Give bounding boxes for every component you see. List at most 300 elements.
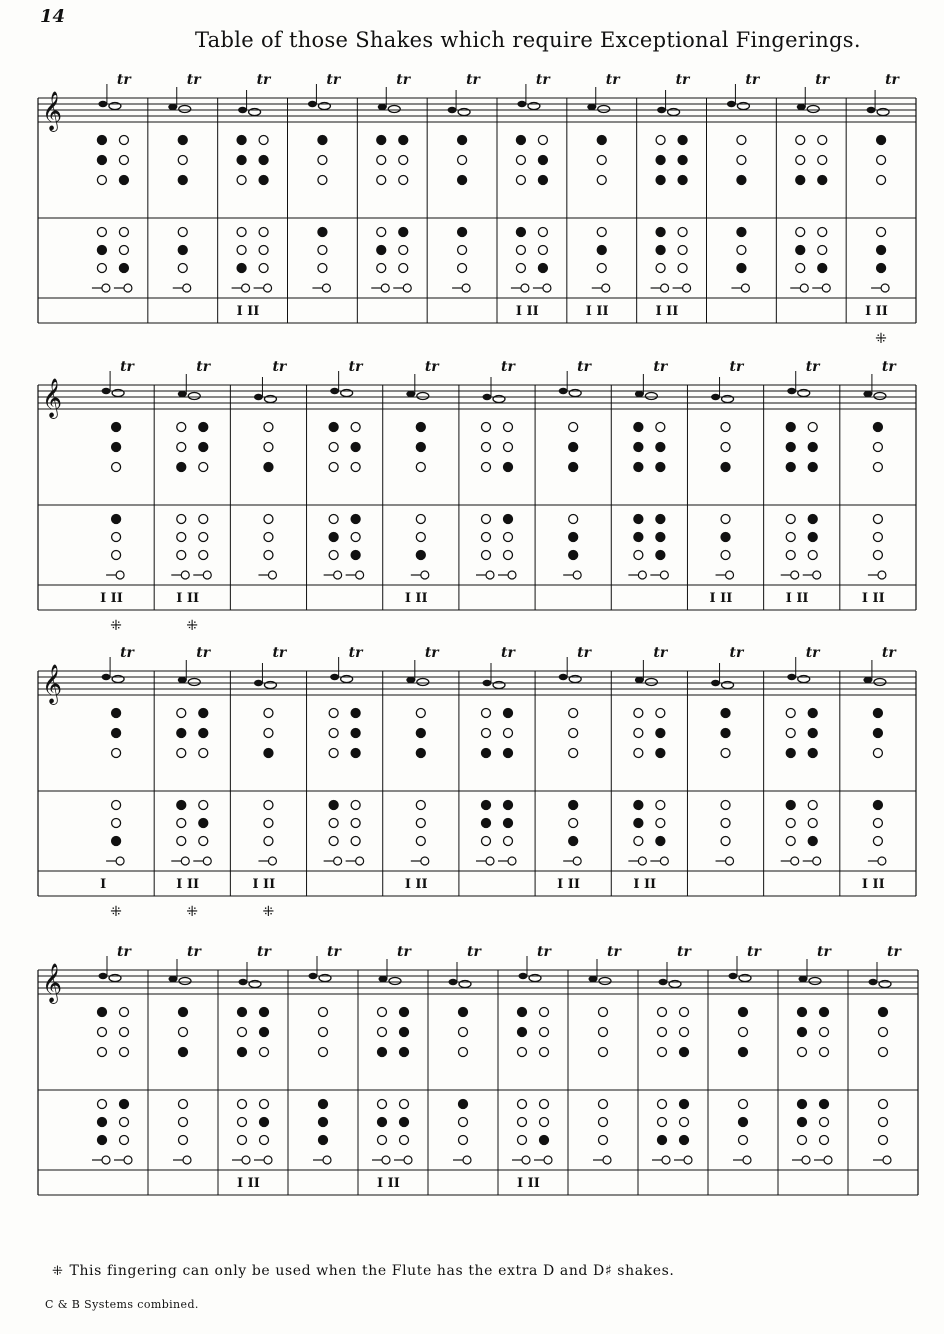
open-hole xyxy=(879,1136,888,1145)
trill-mark: tr xyxy=(501,645,515,661)
open-hole xyxy=(119,228,128,237)
fingering-system-2 xyxy=(38,350,916,650)
open-hole xyxy=(721,551,730,560)
column-label: I II xyxy=(655,304,679,319)
open-hole xyxy=(264,709,273,718)
open-hole xyxy=(238,1136,247,1145)
key-lever xyxy=(603,1156,611,1164)
key-lever xyxy=(116,571,124,579)
closed-hole xyxy=(416,749,425,758)
closed-hole xyxy=(656,837,665,846)
open-hole xyxy=(798,1136,807,1145)
note-head xyxy=(330,674,339,680)
closed-hole xyxy=(721,463,730,472)
open-hole xyxy=(808,801,817,810)
note-head xyxy=(863,677,872,683)
open-hole xyxy=(399,156,408,165)
closed-hole xyxy=(678,156,687,165)
closed-hole xyxy=(569,463,578,472)
trill-mark: tr xyxy=(257,944,271,960)
closed-hole xyxy=(808,729,817,738)
closed-hole xyxy=(112,729,121,738)
key-lever xyxy=(638,857,646,865)
key-lever xyxy=(381,284,389,292)
key-lever xyxy=(660,571,668,579)
trill-mark: tr xyxy=(887,944,901,960)
closed-hole xyxy=(808,837,817,846)
closed-hole xyxy=(351,709,360,718)
open-hole xyxy=(177,749,186,758)
closed-hole xyxy=(112,837,121,846)
open-hole xyxy=(351,533,360,542)
trill-mark: tr xyxy=(327,944,341,960)
trill-mark: tr xyxy=(885,72,899,88)
fingering-system-3 xyxy=(38,634,916,934)
closed-hole xyxy=(873,801,882,810)
column-label: I II xyxy=(865,304,888,319)
open-hole xyxy=(377,228,386,237)
open-hole xyxy=(351,801,360,810)
open-hole xyxy=(597,156,606,165)
key-lever xyxy=(268,571,276,579)
note-head xyxy=(711,680,720,686)
closed-hole xyxy=(259,176,268,185)
closed-hole xyxy=(400,1008,409,1017)
open-hole xyxy=(259,264,268,273)
note-head xyxy=(787,674,796,680)
closed-hole xyxy=(569,443,578,452)
key-lever xyxy=(573,857,581,865)
open-hole xyxy=(459,1028,468,1037)
closed-hole xyxy=(112,443,121,452)
closed-hole xyxy=(656,176,665,185)
note-head xyxy=(238,107,247,113)
closed-hole xyxy=(656,156,665,165)
whole-note xyxy=(598,106,610,113)
closed-hole xyxy=(399,228,408,237)
open-hole xyxy=(516,264,525,273)
open-hole xyxy=(98,1028,107,1037)
open-hole xyxy=(319,1008,328,1017)
open-hole xyxy=(264,533,273,542)
open-hole xyxy=(656,709,665,718)
open-hole xyxy=(656,801,665,810)
note-head xyxy=(799,976,808,982)
note-head xyxy=(869,979,878,985)
open-hole xyxy=(399,246,408,255)
key-lever xyxy=(508,857,516,865)
note-head xyxy=(308,101,317,107)
closed-hole xyxy=(400,1048,409,1057)
open-hole xyxy=(264,551,273,560)
closed-hole xyxy=(377,246,386,255)
closed-hole xyxy=(656,749,665,758)
key-lever xyxy=(264,284,272,292)
open-hole xyxy=(199,515,208,524)
note-head xyxy=(378,104,387,110)
closed-hole xyxy=(119,264,128,273)
open-hole xyxy=(177,837,186,846)
key-lever xyxy=(181,857,189,865)
key-lever xyxy=(878,857,886,865)
whole-note xyxy=(388,106,400,113)
closed-hole xyxy=(634,515,643,524)
open-hole xyxy=(120,1048,129,1057)
open-hole xyxy=(260,1048,269,1057)
open-hole xyxy=(329,551,338,560)
treble-clef-icon: 𝄞 xyxy=(42,378,63,418)
open-hole xyxy=(416,837,425,846)
open-hole xyxy=(199,533,208,542)
open-hole xyxy=(678,246,687,255)
open-hole xyxy=(599,1008,608,1017)
open-hole xyxy=(177,443,186,452)
closed-hole xyxy=(459,1100,468,1109)
note-head xyxy=(711,394,720,400)
note-head xyxy=(787,388,796,394)
trill-mark: tr xyxy=(501,359,515,375)
open-hole xyxy=(264,423,273,432)
open-hole xyxy=(599,1100,608,1109)
open-hole xyxy=(264,443,273,452)
open-hole xyxy=(120,1028,129,1037)
open-hole xyxy=(260,1100,269,1109)
note-head xyxy=(589,976,598,982)
open-hole xyxy=(721,515,730,524)
note-head xyxy=(406,677,415,683)
open-hole xyxy=(873,819,882,828)
column-label: I II xyxy=(176,877,200,892)
open-hole xyxy=(786,729,795,738)
star-marker: ⁜ xyxy=(262,904,275,920)
open-hole xyxy=(459,1118,468,1127)
closed-hole xyxy=(482,749,491,758)
open-hole xyxy=(112,749,121,758)
closed-hole xyxy=(377,136,386,145)
closed-hole xyxy=(98,1008,107,1017)
open-hole xyxy=(721,819,730,828)
open-hole xyxy=(416,515,425,524)
open-hole xyxy=(377,176,386,185)
trill-mark: tr xyxy=(817,944,831,960)
open-hole xyxy=(656,264,665,273)
open-hole xyxy=(482,443,491,452)
open-hole xyxy=(329,749,338,758)
whole-note xyxy=(645,679,657,686)
open-hole xyxy=(482,515,491,524)
trill-mark: tr xyxy=(577,359,592,375)
open-hole xyxy=(516,156,525,165)
open-hole xyxy=(540,1028,549,1037)
trill-mark: tr xyxy=(605,72,620,88)
closed-hole xyxy=(879,1008,888,1017)
open-hole xyxy=(504,443,513,452)
open-hole xyxy=(351,423,360,432)
closed-hole xyxy=(798,1028,807,1037)
closed-hole xyxy=(199,423,208,432)
star-marker: ⁜ xyxy=(110,618,122,634)
closed-hole xyxy=(329,533,338,542)
note-head xyxy=(635,391,644,397)
closed-hole xyxy=(319,1100,328,1109)
note-head xyxy=(379,976,388,982)
open-hole xyxy=(569,749,578,758)
open-hole xyxy=(820,1118,829,1127)
trill-mark: tr xyxy=(577,645,592,661)
key-lever xyxy=(662,1156,670,1164)
open-hole xyxy=(319,1048,328,1057)
key-lever xyxy=(573,571,581,579)
key-lever xyxy=(824,1156,832,1164)
open-hole xyxy=(721,443,730,452)
closed-hole xyxy=(504,463,513,472)
fingering-system-4 xyxy=(38,930,918,1240)
open-hole xyxy=(796,228,805,237)
closed-hole xyxy=(329,801,338,810)
key-lever xyxy=(183,284,191,292)
open-hole xyxy=(318,176,327,185)
open-hole xyxy=(634,709,643,718)
open-hole xyxy=(820,1028,829,1037)
open-hole xyxy=(879,1118,888,1127)
closed-hole xyxy=(351,443,360,452)
open-hole xyxy=(538,228,547,237)
star-marker: ⁜ xyxy=(875,331,887,347)
open-hole xyxy=(459,1136,468,1145)
closed-hole xyxy=(634,423,643,432)
key-lever xyxy=(116,857,124,865)
open-hole xyxy=(737,136,746,145)
open-hole xyxy=(540,1118,549,1127)
trill-mark: tr xyxy=(535,72,550,88)
open-hole xyxy=(808,551,817,560)
closed-hole xyxy=(416,423,425,432)
open-hole xyxy=(97,264,106,273)
closed-hole xyxy=(97,156,106,165)
closed-hole xyxy=(597,246,606,255)
open-hole xyxy=(879,1028,888,1037)
key-lever xyxy=(800,284,808,292)
closed-hole xyxy=(97,246,106,255)
closed-hole xyxy=(656,463,665,472)
trill-mark: tr xyxy=(196,645,211,661)
open-hole xyxy=(199,749,208,758)
open-hole xyxy=(178,228,187,237)
trill-mark: tr xyxy=(272,645,287,661)
open-hole xyxy=(399,176,408,185)
note-head xyxy=(254,394,263,400)
open-hole xyxy=(658,1100,667,1109)
open-hole xyxy=(739,1100,748,1109)
closed-hole xyxy=(656,551,665,560)
open-hole xyxy=(260,1136,269,1145)
key-lever xyxy=(791,857,799,865)
open-hole xyxy=(786,837,795,846)
open-hole xyxy=(569,709,578,718)
closed-hole xyxy=(264,463,273,472)
open-hole xyxy=(739,1136,748,1145)
treble-clef-icon: 𝄞 xyxy=(42,963,63,1003)
closed-hole xyxy=(400,1028,409,1037)
column-label: I II xyxy=(176,591,200,606)
open-hole xyxy=(179,1118,188,1127)
open-hole xyxy=(597,228,606,237)
closed-hole xyxy=(260,1118,269,1127)
column-label: I xyxy=(100,877,107,892)
open-hole xyxy=(516,246,525,255)
open-hole xyxy=(680,1118,689,1127)
open-hole xyxy=(259,136,268,145)
key-lever xyxy=(543,284,551,292)
open-hole xyxy=(377,156,386,165)
system-svg xyxy=(38,68,916,368)
key-lever xyxy=(102,1156,110,1164)
open-hole xyxy=(199,801,208,810)
closed-hole xyxy=(796,246,805,255)
open-hole xyxy=(458,264,467,273)
closed-hole xyxy=(329,423,338,432)
open-hole xyxy=(400,1100,409,1109)
trill-mark: tr xyxy=(116,72,131,88)
closed-hole xyxy=(112,709,121,718)
open-hole xyxy=(680,1028,689,1037)
open-hole xyxy=(818,228,827,237)
note-head xyxy=(406,391,415,397)
closed-hole xyxy=(678,176,687,185)
note-head xyxy=(483,394,492,400)
open-hole xyxy=(540,1008,549,1017)
closed-hole xyxy=(873,709,882,718)
column-label: I II xyxy=(252,877,276,892)
key-lever xyxy=(602,284,610,292)
note-head xyxy=(559,388,568,394)
open-hole xyxy=(329,729,338,738)
open-hole xyxy=(112,551,121,560)
note-head xyxy=(635,677,644,683)
open-hole xyxy=(378,1100,387,1109)
closed-hole xyxy=(319,1118,328,1127)
closed-hole xyxy=(504,801,513,810)
column-label: I II xyxy=(404,877,428,892)
key-lever xyxy=(683,284,691,292)
open-hole xyxy=(199,837,208,846)
closed-hole xyxy=(318,136,327,145)
trill-mark: tr xyxy=(677,944,691,960)
trill-mark: tr xyxy=(186,72,201,88)
closed-hole xyxy=(877,264,886,273)
footnote xyxy=(52,1263,674,1279)
open-hole xyxy=(416,801,425,810)
key-lever xyxy=(638,571,646,579)
closed-hole xyxy=(504,819,513,828)
open-hole xyxy=(399,264,408,273)
trill-mark: tr xyxy=(747,944,761,960)
open-hole xyxy=(516,176,525,185)
note-head xyxy=(169,976,178,982)
note-head xyxy=(448,107,457,113)
note-head xyxy=(449,979,458,985)
closed-hole xyxy=(540,1136,549,1145)
closed-hole xyxy=(119,176,128,185)
closed-hole xyxy=(786,749,795,758)
key-lever xyxy=(486,857,494,865)
key-lever xyxy=(183,1156,191,1164)
open-hole xyxy=(112,819,121,828)
note-head xyxy=(330,388,339,394)
column-label: I II xyxy=(557,877,580,892)
open-hole xyxy=(119,246,128,255)
open-hole xyxy=(569,729,578,738)
open-hole xyxy=(178,156,187,165)
note-head xyxy=(517,101,526,107)
note-head xyxy=(102,674,111,680)
trill-mark: tr xyxy=(805,645,820,661)
closed-hole xyxy=(351,749,360,758)
open-hole xyxy=(504,533,513,542)
open-hole xyxy=(329,709,338,718)
open-hole xyxy=(786,709,795,718)
key-lever xyxy=(322,284,330,292)
trill-mark: tr xyxy=(120,359,134,375)
trill-mark: tr xyxy=(745,72,760,88)
closed-hole xyxy=(318,228,327,237)
open-hole xyxy=(416,533,425,542)
open-hole xyxy=(786,533,795,542)
open-hole xyxy=(178,264,187,273)
key-lever xyxy=(521,284,529,292)
closed-hole xyxy=(877,246,886,255)
system-svg xyxy=(38,634,916,934)
open-hole xyxy=(597,264,606,273)
open-hole xyxy=(329,837,338,846)
closed-hole xyxy=(120,1100,129,1109)
open-hole xyxy=(378,1136,387,1145)
closed-hole xyxy=(237,136,246,145)
closed-hole xyxy=(737,176,746,185)
trill-mark: tr xyxy=(881,645,896,661)
column-label: I II xyxy=(585,304,609,319)
open-hole xyxy=(538,136,547,145)
closed-hole xyxy=(721,533,730,542)
key-lever xyxy=(883,1156,891,1164)
whole-note xyxy=(188,393,200,400)
closed-hole xyxy=(378,1118,387,1127)
closed-hole xyxy=(538,264,547,273)
system-svg xyxy=(38,350,916,650)
open-hole xyxy=(482,837,491,846)
closed-hole xyxy=(786,423,795,432)
open-hole xyxy=(569,819,578,828)
open-hole xyxy=(504,551,513,560)
column-label: I II xyxy=(633,877,657,892)
open-hole xyxy=(599,1028,608,1037)
open-hole xyxy=(818,156,827,165)
key-lever xyxy=(544,1156,552,1164)
closed-hole xyxy=(112,423,121,432)
closed-hole xyxy=(820,1008,829,1017)
open-hole xyxy=(482,709,491,718)
key-lever xyxy=(522,1156,530,1164)
closed-hole xyxy=(177,801,186,810)
note-head xyxy=(98,101,107,107)
key-lever xyxy=(881,284,889,292)
closed-hole xyxy=(680,1100,689,1109)
open-hole xyxy=(329,515,338,524)
whole-note xyxy=(645,393,657,400)
key-lever xyxy=(791,571,799,579)
open-hole xyxy=(873,533,882,542)
whole-note xyxy=(807,106,819,113)
